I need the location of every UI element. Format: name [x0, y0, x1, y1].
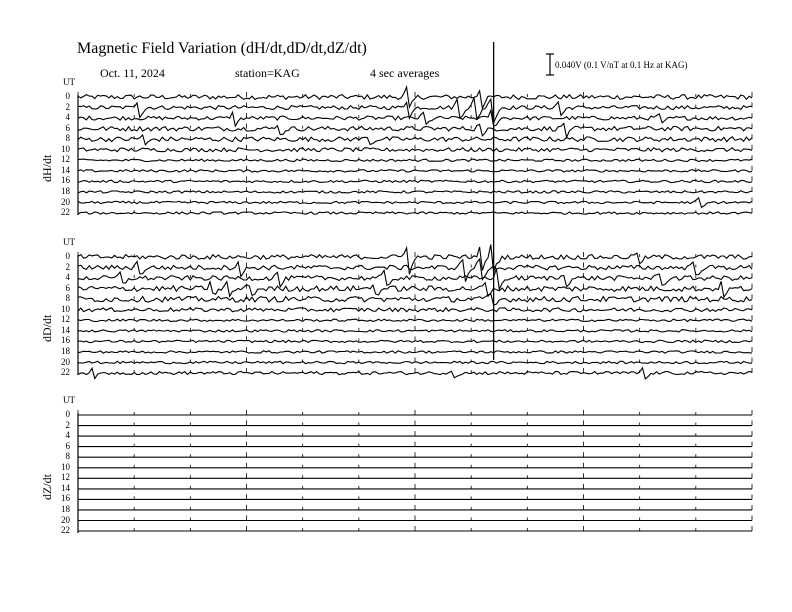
hour-label: 4 — [65, 430, 70, 441]
hour-label: 0 — [65, 91, 70, 101]
hour-label: 6 — [65, 440, 70, 451]
hour-label: 20 — [61, 356, 70, 367]
panel-label: dZ/dt — [40, 474, 54, 501]
hour-label: 20 — [61, 196, 70, 207]
hour-label: 14 — [61, 482, 70, 493]
hour-label: 22 — [61, 207, 70, 218]
hour-label: 0 — [65, 251, 70, 261]
chart-title: Magnetic Field Variation (dH/dt,dD/dt,dZ/dt) — [77, 40, 367, 57]
hour-label: 2 — [65, 419, 70, 430]
hour-label: 6 — [65, 122, 70, 133]
hour-label: 2 — [65, 101, 70, 112]
hour-label: 10 — [61, 461, 70, 472]
panel-label: dH/dt — [40, 154, 54, 183]
ut-label: UT — [63, 237, 75, 247]
hour-label: 6 — [65, 282, 70, 293]
hour-label: 4 — [65, 112, 70, 123]
hour-label: 16 — [61, 493, 70, 504]
hour-label: 2 — [65, 261, 70, 272]
ut-label: UT — [63, 395, 75, 405]
hour-label: 12 — [61, 472, 70, 483]
hour-label: 18 — [61, 345, 70, 356]
hour-label: 14 — [61, 324, 70, 335]
ut-label: UT — [63, 77, 75, 87]
hour-label: 18 — [61, 185, 70, 196]
hour-label: 8 — [65, 133, 70, 144]
hour-label: 16 — [61, 335, 70, 346]
hour-label: 4 — [65, 272, 70, 283]
averaging-label: 4 sec averages — [370, 66, 440, 80]
hour-label: 16 — [61, 175, 70, 186]
hour-label: 0 — [65, 409, 70, 419]
station-label: station=KAG — [235, 66, 300, 80]
hour-label: 14 — [61, 164, 70, 175]
trace-line — [78, 245, 752, 275]
hour-label: 10 — [61, 143, 70, 154]
date-label: Oct. 11, 2024 — [100, 66, 165, 80]
hour-label: 22 — [61, 525, 70, 536]
hour-label: 8 — [65, 293, 70, 304]
hour-label: 22 — [61, 367, 70, 378]
hour-label: 20 — [61, 514, 70, 525]
hour-label: 12 — [61, 154, 70, 165]
hour-label: 12 — [61, 314, 70, 325]
hour-label: 8 — [65, 451, 70, 462]
panel-label: dD/dt — [40, 314, 54, 343]
scale-bar-label: 0.040V (0.1 V/nT at 0.1 Hz at KAG) — [555, 60, 688, 70]
hour-label: 10 — [61, 303, 70, 314]
hour-label: 18 — [61, 503, 70, 514]
